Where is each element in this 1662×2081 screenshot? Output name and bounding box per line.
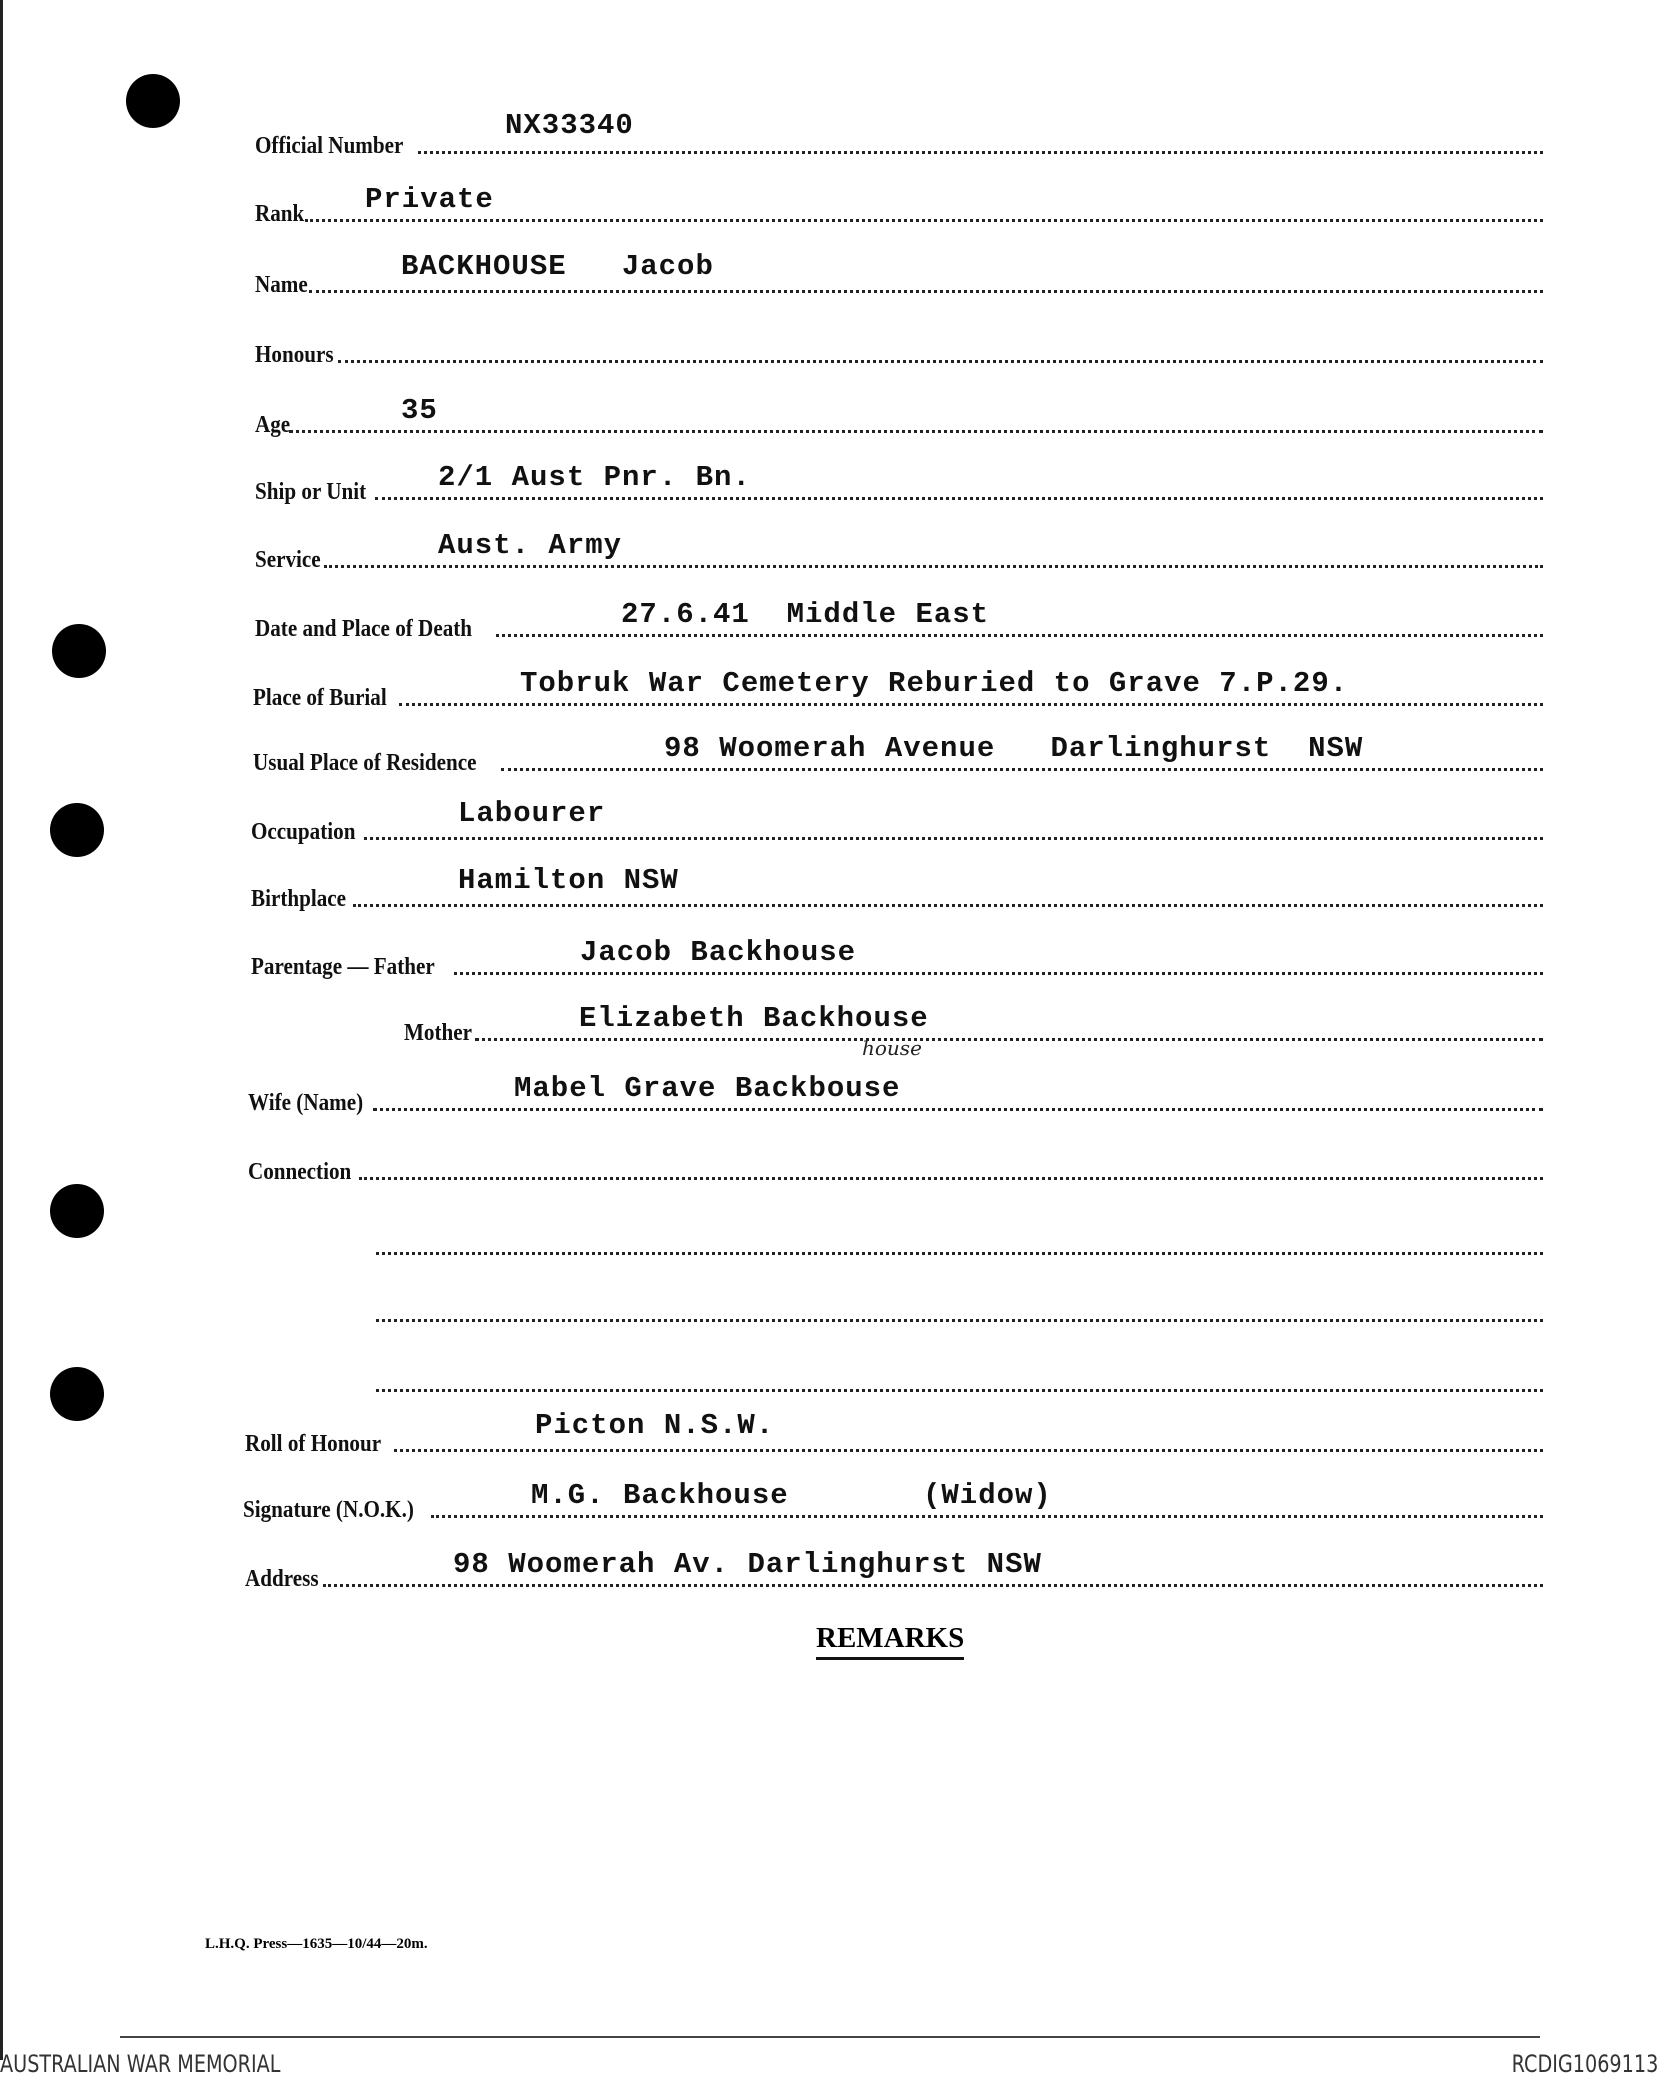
label: Parentage — Father (251, 954, 435, 980)
dotted-line (501, 767, 1543, 771)
remarks-heading: REMARKS (816, 1622, 964, 1660)
dotted-line (364, 836, 1543, 840)
value: NX33340 (505, 109, 634, 142)
field-wife (248, 1072, 1543, 1116)
value: Aust. Army (438, 529, 623, 562)
dotted-line (338, 359, 1543, 363)
value: Private (365, 183, 494, 216)
field-service (255, 529, 1543, 573)
field-ship-or-unit (255, 461, 1543, 505)
field-birthplace (251, 864, 1543, 912)
field-age (255, 394, 1543, 438)
dotted-line (496, 633, 1543, 637)
label: Occupation (251, 819, 356, 845)
dotted-line (376, 1388, 1543, 1392)
page-edge (0, 0, 3, 2060)
label: Name (255, 272, 308, 298)
value: Tobruk War Cemetery Reburied to Grave 7.P.29. (520, 667, 1349, 700)
value: M.G. Backhouse (531, 1479, 789, 1512)
field-connection (248, 1144, 1543, 1184)
label: Usual Place of Residence (253, 750, 477, 776)
field-usual-residence (253, 732, 1543, 776)
value: 98 Woomerah Avenue Darlinghurst NSW (664, 732, 1364, 765)
dotted-line (454, 971, 1543, 975)
field-mother (404, 1002, 1543, 1046)
punch-hole (52, 624, 106, 678)
punch-hole (50, 1367, 104, 1421)
dotted-line (394, 1448, 1543, 1452)
dotted-line (475, 1037, 1543, 1041)
label: Rank (255, 201, 305, 227)
punch-hole (50, 803, 104, 857)
dotted-line (399, 702, 1543, 706)
value: Hamilton NSW (458, 864, 679, 897)
value: 35 (401, 394, 438, 427)
field-place-of-burial (253, 667, 1543, 711)
relation: (Widow) (923, 1479, 1052, 1512)
field-occupation (251, 797, 1543, 845)
dotted-line (376, 1251, 1543, 1255)
connection-line (376, 1286, 1543, 1326)
value: Picton N.S.W. (535, 1409, 775, 1442)
dotted-line (324, 564, 1543, 568)
field-signature (243, 1479, 1543, 1523)
dotted-line (309, 289, 1543, 293)
label: Wife (Name) (248, 1090, 364, 1116)
dotted-line (431, 1514, 1543, 1518)
label: Date and Place of Death (255, 616, 473, 642)
field-honours (255, 327, 1543, 367)
field-roll-of-honour (245, 1409, 1543, 1457)
punch-hole (50, 1184, 104, 1238)
dotted-line (305, 218, 1543, 222)
label: Roll of Honour (245, 1431, 382, 1457)
dotted-line (359, 1176, 1543, 1180)
connection-line (376, 1356, 1543, 1396)
punch-hole (126, 74, 180, 128)
value: Jacob Backhouse (580, 936, 857, 969)
dotted-line (289, 429, 1543, 433)
value: 98 Woomerah Av. Darlinghurst NSW (453, 1548, 1042, 1581)
label: Address (245, 1566, 319, 1592)
label: Official Number (255, 133, 404, 159)
dotted-line (353, 903, 1543, 907)
label: Place of Burial (253, 685, 387, 711)
value: BACKHOUSE Jacob (401, 250, 714, 283)
dotted-line (418, 150, 1543, 154)
label: Signature (N.O.K.) (243, 1497, 414, 1523)
label: Age (255, 412, 291, 438)
field-date-place-death (255, 598, 1543, 642)
footer-archive: AUSTRALIAN WAR MEMORIAL (0, 2050, 281, 2078)
field-father (251, 936, 1543, 980)
connection-line (376, 1219, 1543, 1259)
value: 2/1 Aust Pnr. Bn. (438, 461, 751, 494)
field-official-number (255, 109, 1543, 159)
dotted-line (373, 1107, 1543, 1111)
footer-id: RCDIG1069113 (1511, 2050, 1658, 2078)
label: Honours (255, 342, 334, 368)
label: Service (255, 547, 321, 573)
label: Birthplace (251, 886, 347, 912)
dotted-line (376, 1318, 1543, 1322)
value: 27.6.41 Middle East (621, 598, 990, 631)
dotted-line (375, 496, 1543, 500)
value: Labourer (458, 797, 606, 830)
bottom-rule (120, 2036, 1540, 2038)
label: Connection (248, 1159, 352, 1185)
press-mark: L.H.Q. Press—1635—10/44—20m. (205, 1936, 428, 1952)
field-rank (255, 183, 1543, 227)
value: Mabel Grave Backbouse (514, 1072, 901, 1105)
field-address (245, 1548, 1543, 1592)
dotted-line (323, 1583, 1543, 1587)
label: Mother (404, 1020, 473, 1046)
label: Ship or Unit (255, 479, 367, 505)
field-name (255, 250, 1543, 298)
handwritten-correction: house (862, 1036, 922, 1060)
value: Elizabeth Backhouse (579, 1002, 929, 1035)
